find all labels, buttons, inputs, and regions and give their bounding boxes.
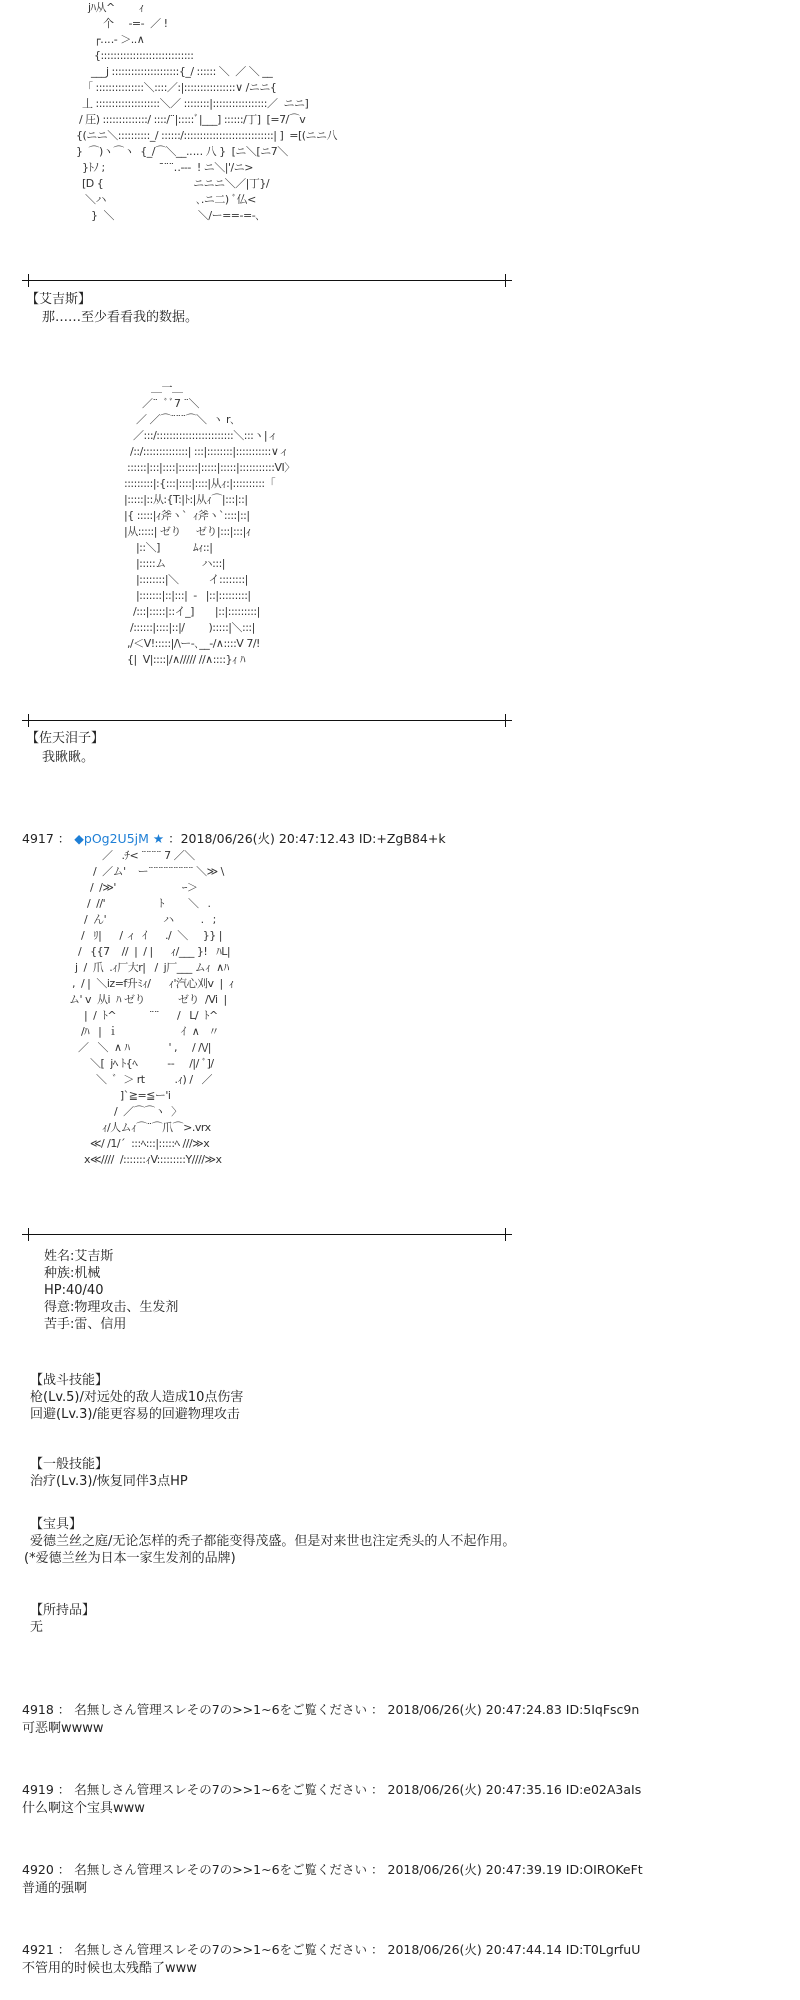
skill-item: 枪(Lv.5)/对远处的敌人造成10点伤害 [30,1390,244,1405]
post-number: 4917 ： [22,831,71,846]
ascii-art-saten: ＿一＿ ／¨ ﾞﾞ7 ¨＼ ／ ／⌒¨¨¨⌒＼ ヽ r､ ／:::/::::::::::::::::::::::::＼:::ヽ|ィ /::/::::::::::::::| :::|::::::::|:::::::::::∨ィ ::::::|:::|::::|::::::|:::::|:::::|:::::::::::VI〉 :::::::::|:{:::|::::|::::|从ｨ:|::::::::::「 |:::::|::从:{T:|ﾄ:|从ｨ⌒|:::|::| |{ :::::|ｨ斧ヽ` ｨ斧ヽ`::::|::| |从:::::| ゼり ゼり|:::|:::|ｨ |::＼] ﾑｨ::| |:::::ム ハ:::| |::::::::|＼ イ::::::::| |:::::::|::|:::| ‐ |::|:::::::::| /:::|:::::|::イ_] |::|:::::::::| /::::::|::::|::|/ ):::::|＼:::| ,/＜V!:::::|/\ー‐､__‐/∧::::V 7/! {| V|::::|/∧///// //∧::::}ｨ ﾊ [123,381,295,666]
section-title: 【所持品】 [30,1603,96,1618]
star-icon: ★ [152,831,165,846]
post-body-4919: 什么啊这个宝具www [22,1801,145,1816]
speaker-label: 【佐天泪子】 [26,731,105,746]
post-header-4919: 4919 ： 名無しさん管理スレその7の>>1~6をご覧ください ： 2018/06/26(火) 20:47:35.16 ID:e02A3aIs [22,1782,642,1797]
divider-3 [22,1234,512,1235]
section-title: 【宝具】 [30,1517,83,1532]
post-header-4921: 4921 ： 名無しさん管理スレその7の>>1~6をご覧ください ： 2018/06/26(火) 20:47:44.14 ID:T0LgrfuU [22,1942,641,1957]
character-stats [44,1248,178,1333]
general-skills [30,1456,188,1490]
stat-race: 种族:机械 [44,1266,101,1281]
section-title: 【一般技能】 [30,1457,109,1472]
ascii-art-aegis-face: ／ .ﾁ< ¨¨¨¨ 7 ／＼ / ／ム' ー¨¨¨¨¨¨¨¨¨ ＼≫ \ / /≫' ｰ＞ / //' ﾄ ＼ . / ん' ハ . ; / ﾘ| / ィ ｲ ./ ＼ }} | / {{7 // | / | ｨ/___ }! ﾊL| j / 爪 .ｨ厂大r| / j厂___ ムｨ ∧ﾊ , / | ＼iz=f升ﾐｨ/ ｨ'汽心刈v | ｨ ム' v 从i ﾊ ゼり ゼり /Vi | | / ﾄ^ ¨¨ / L/ ﾄ^ /ﾊ | ｉ ｲ ∧ 〃 ／ ＼ ∧ ﾊ ' , / /\/| ＼[ jﾍ ﾄ{ﾍ -‐ /|/ ﾞ]/ ＼ ﾞ ＞ rt .ｨ) / ／ ]`≧=≦ー'i / ／⌒⌒ヽ 〉 ｨ/人ムｨ⌒¨⌒爪⌒>.vrx ≪/ /1/´ :::ﾍ:::|:::::ﾍ ///≫x x≪//// /:::::::ｨV:::::::::Y////≫x [68,849,234,1166]
post-header-4918: 4918 ： 名無しさん管理スレその7の>>1~6をご覧ください ： 2018/06/26(火) 20:47:24.83 ID:5IqFsc9n [22,1702,640,1717]
divider-1 [22,280,512,281]
inventory-item: 无 [30,1620,44,1635]
divider-2 [22,720,512,721]
battle-skills [30,1372,243,1423]
inventory-section [30,1602,95,1636]
ascii-art-aegis-top: jﾊ从^ ｨ 个 -=- ／ ! ┌‥‥- ＞..∧ {::::::::::::::::::::::::::::: ___j :::::::::::::::::::::{_/ :::::: ＼ ／ ＼ __ 「 :::::::::::::::＼::::／:|::::::::::::::::∨ /ニニ{ 丄 ::::::::::::::::::::＼／ ::::::::|:::::::::::::::::／ ニニ] / 圧) ::::::::::::::/ ::::/¨|:::::ﾞ|___] ::::::/丁] [=7/⌒v {(ニニ＼::::::::::_/ ::::::/::::::::::::::::::::::::::::| ] =[(ニニ八 } ⌒)ヽ⌒ヽ {_/⌒＼__.‥‥ 八 } [ニ＼[ニ7＼ }ﾄﾉ ; ¯¨¨‥--- ! ニ＼|'/ニ> [D { ニニニ＼／|丁}/ ＼ハ ､.ニ二) ﾞ仏< } ＼ ＼/ー==‐=-､ [75,1,338,222]
treasure-section [24,1516,516,1567]
stat-weakness: 苦手:雷、信用 [44,1317,127,1332]
section-title: 【战斗技能】 [30,1373,109,1388]
post-body-4918: 可恶啊wwww [22,1721,104,1736]
skill-item: 回避(Lv.3)/能更容易的回避物理攻击 [30,1407,240,1422]
speaker-label: 【艾吉斯】 [26,292,92,307]
skill-item: 治疗(Lv.3)/恢复同伴3点HP [30,1474,188,1489]
poster-trip[interactable]: ◆pOg2U5jM [74,831,149,846]
post-header-4920: 4920 ： 名無しさん管理スレその7の>>1~6をご覧ください ： 2018/06/26(火) 20:47:39.19 ID:OIROKeFt [22,1862,643,1877]
stat-name: 姓名:艾吉斯 [44,1249,114,1264]
treasure-item: 爱德兰丝之庭/无论怎样的秃子都能变得茂盛。但是对来世也注定秃头的人不起作用。 [30,1534,516,1549]
stat-hp: HP:40/40 [44,1283,104,1298]
post-meta: ：2018/06/26(火) 20:47:12.43 ID:+ZgB84+k [168,831,446,846]
treasure-note: (*爱德兰丝为日本一家生发剂的品牌) [24,1551,236,1566]
dialogue-line: 那……至少看看我的数据。 [42,310,199,325]
stat-strength: 得意:物理攻击、生发剂 [44,1300,179,1315]
post-body-4921: 不管用的时候也太残酷了www [22,1961,197,1976]
dialogue-line: 我瞅瞅。 [42,750,95,765]
post-body-4920: 普通的强啊 [22,1881,88,1896]
post-header-4917 [22,830,446,847]
